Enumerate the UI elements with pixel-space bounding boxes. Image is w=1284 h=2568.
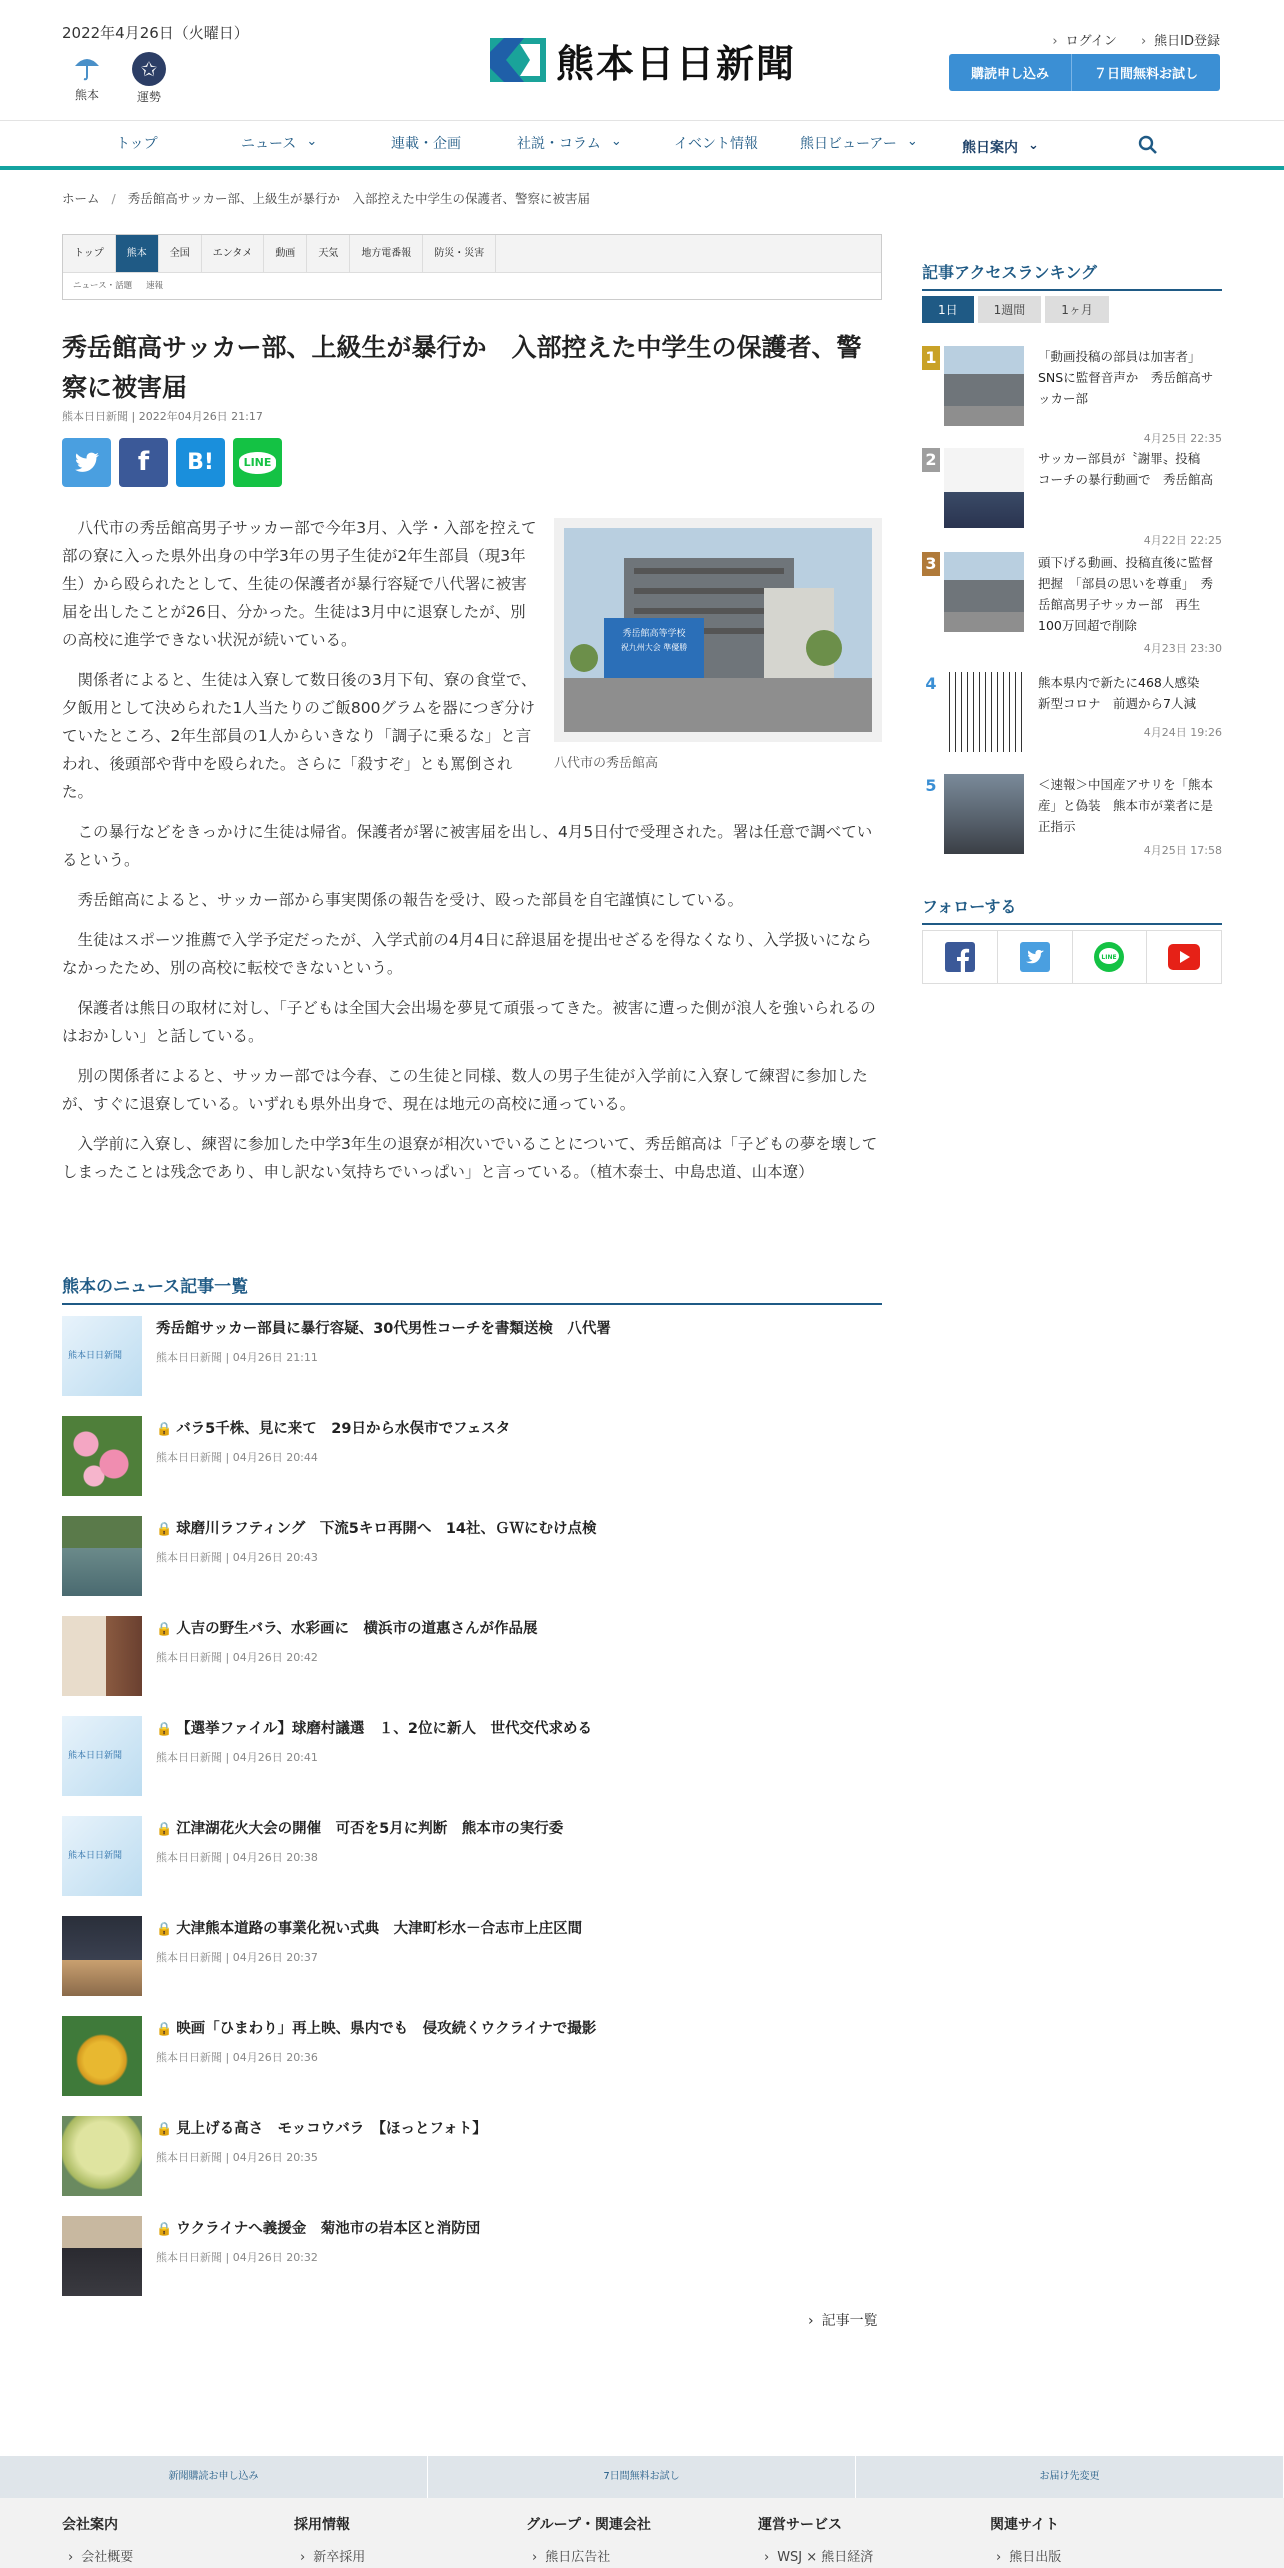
facebook-icon — [945, 942, 975, 972]
category-tab-disaster[interactable]: 防災・災害 — [423, 235, 496, 272]
list-item[interactable] — [62, 2216, 882, 2316]
ranking-date: 4月25日 22:35 — [1143, 432, 1222, 445]
photo-caption: 八代市の秀岳館高 — [554, 756, 659, 771]
footer-address-change-link[interactable]: お届け先変更 — [856, 2456, 1284, 2498]
more-articles-link[interactable]: › 記事一覧 — [808, 2310, 878, 2330]
lock-icon: 🔒 — [156, 2022, 173, 2037]
footer-col-services — [758, 2514, 873, 2565]
rank-number: 3 — [922, 552, 940, 576]
twitter-icon — [74, 452, 100, 474]
ranking-tab-week[interactable]: 1週間 — [978, 296, 1042, 323]
ranking-thumbnail — [944, 552, 1024, 632]
school-photo-image — [564, 528, 872, 732]
rank-number: 5 — [925, 776, 937, 795]
star-icon: ✩ — [132, 52, 166, 86]
subcategory-breaking[interactable]: 速報 — [146, 281, 164, 291]
rank-number: 4 — [925, 674, 937, 693]
article-paragraph: 別の関係者によると、サッカー部では今春、この生徒と同様、数人の男子生徒が入学前に入寮して練習に参加したが、すぐに退寮している。いずれも県外出身で、現在は地元の高校に通っている。 — [62, 1067, 868, 1113]
category-tab-video[interactable]: 動画 — [264, 235, 307, 272]
ranking-thumbnail — [944, 448, 1024, 528]
footer-col-related — [990, 2514, 1061, 2565]
ranking-thumbnail — [944, 774, 1024, 854]
news-title[interactable]: 🔒 映画「ひまわり」再上映、県内でも 侵攻続くウクライナで撮影 — [156, 2019, 596, 2040]
line-share-button[interactable] — [233, 438, 282, 487]
ranking-date: 4月22日 22:25 — [1143, 534, 1222, 547]
news-title[interactable]: 秀岳館サッカー部員に暴行容疑、30代男性コーチを書類送検 八代署 — [156, 1321, 611, 1337]
footer-link[interactable]: › 会社概要 — [68, 2546, 133, 2565]
nav-item-viewer[interactable]: 熊日ビューアー ⌄ — [800, 133, 918, 153]
line-icon — [1093, 941, 1125, 973]
footer-col-title: 関連サイト — [990, 2517, 1060, 2533]
article-body — [62, 514, 882, 1198]
subscribe-button[interactable]: 購読申し込み — [949, 54, 1072, 91]
breadcrumb-home[interactable]: ホーム — [62, 191, 100, 206]
thumbnail-logo-text: 熊本日日新聞 — [68, 1351, 123, 1361]
news-meta: 熊本日日新聞 | 04月26日 20:43 — [156, 1551, 318, 1564]
ranking-date: 4月23日 23:30 — [1143, 642, 1222, 655]
nav-item-about[interactable]: 熊日案内 ⌄ — [962, 137, 1039, 157]
lock-icon: 🔒 — [156, 1622, 173, 1637]
category-tab-local[interactable]: 地方電番報 — [350, 235, 423, 272]
breadcrumb — [62, 189, 590, 207]
lock-icon: 🔒 — [156, 1922, 173, 1937]
footer-col-title: 採用情報 — [294, 2517, 350, 2533]
ranking-tab-day[interactable]: 1日 — [922, 296, 974, 323]
weather-label: 熊本 — [74, 88, 99, 102]
placeholder-thumbnail — [62, 1816, 142, 1896]
line-icon: LINE — [239, 452, 277, 474]
footer-col-company — [62, 2514, 133, 2565]
article-title: 秀岳館高サッカー部、上級生が暴行か 入部控えた中学生の保護者、警察に被害届 — [62, 333, 862, 402]
footer-col-group — [526, 2514, 651, 2565]
news-title[interactable]: 🔒 見上げる高さ モッコウバラ 【ほっとフォト】 — [156, 2119, 487, 2140]
twitter-icon — [1020, 942, 1050, 972]
category-tab-weather[interactable]: 天気 — [307, 235, 350, 272]
list-item[interactable] — [62, 2116, 882, 2216]
footer-link[interactable]: › 熊日広告社 — [532, 2546, 651, 2565]
follow-links — [922, 930, 1222, 984]
category-tab-top[interactable]: トップ — [63, 235, 116, 272]
news-title[interactable]: 🔒 江津湖花火大会の開催 可否を5月に判断 熊本市の実行委 — [156, 1819, 563, 1840]
category-tab-kumamoto[interactable]: 熊本 — [116, 235, 159, 272]
cta-buttons — [949, 54, 1220, 91]
lock-icon: 🔒 — [156, 1722, 173, 1737]
nav-item-events[interactable]: イベント情報 — [674, 136, 758, 152]
login-link[interactable]: › ログイン — [1052, 30, 1117, 49]
article-paragraph: 保護者は熊日の取材に対し、「子どもは全国大会出場を夢見て頑張ってきた。被害に遭った側が浪人を強いられるのはおかしい」と話している。 — [62, 999, 876, 1045]
breadcrumb-current: 秀岳館高サッカー部、上級生が暴行か 入部控えた中学生の保護者、警察に被害届 — [127, 191, 590, 206]
thumbnail-logo-text: 熊本日日新聞 — [68, 1851, 123, 1861]
ranking-date: 4月24日 19:26 — [1143, 726, 1222, 739]
news-meta: 熊本日日新聞 | 04月26日 20:42 — [156, 1651, 318, 1664]
nav-item-editorial[interactable]: 社説・コラム ⌄ — [517, 133, 622, 153]
news-list — [62, 1316, 882, 2316]
search-icon[interactable] — [1137, 134, 1159, 156]
list-item[interactable] — [62, 1316, 882, 1416]
placeholder-thumbnail — [62, 1316, 142, 1396]
list-item[interactable] — [62, 1816, 882, 1916]
photo-sign-text: 秀岳館高等学校 — [622, 629, 686, 639]
ranking-thumbnail — [944, 672, 1024, 752]
youtube-icon — [1168, 944, 1200, 970]
rose-thumbnail — [62, 1416, 142, 1496]
ceremony-thumbnail — [62, 1916, 142, 1996]
rafting-thumbnail — [62, 1516, 142, 1596]
line-follow-button[interactable] — [1073, 931, 1148, 983]
footer-col-recruit — [294, 2514, 365, 2565]
footer-link[interactable]: › 新卒採用 — [300, 2546, 365, 2565]
trial-button[interactable]: ７日間無料お試し — [1072, 54, 1220, 91]
article-paragraph: この暴行などをきっかけに生徒は帰省。保護者が署に被害届を出し、4月5日付で受理された。署は任意で調べているという。 — [62, 823, 873, 869]
footer-col-title: 会社案内 — [62, 2517, 118, 2533]
share-buttons — [62, 438, 282, 487]
nav-item-top[interactable]: トップ — [116, 136, 158, 152]
current-date: 2022年4月26日（火曜日） — [62, 24, 249, 42]
list-item[interactable] — [62, 1916, 882, 2016]
ranking-title: ＜速報＞中国産アサリを「熊本産」と偽装 熊本市が業者に是正指示 — [1038, 777, 1214, 834]
footer-subscribe-link[interactable]: 新聞購読お申し込み — [0, 2456, 428, 2498]
list-item[interactable] — [62, 1716, 882, 1816]
news-title[interactable]: 🔒 ウクライナへ義援金 菊池市の岩本区と消防団 — [156, 2219, 480, 2240]
hatena-share-button[interactable]: B! — [176, 438, 225, 487]
footer-trial-link[interactable]: 7日間無料お試し — [428, 2456, 856, 2498]
donation-thumbnail — [62, 2216, 142, 2296]
category-tabs — [62, 234, 882, 300]
fortune-label: 運勢 — [136, 90, 161, 104]
list-item[interactable] — [62, 2016, 882, 2116]
subcategory-topics[interactable]: ニュース・話題 — [73, 281, 133, 291]
twitter-share-button[interactable] — [62, 438, 111, 487]
news-meta: 熊本日日新聞 | 04月26日 20:36 — [156, 2051, 318, 2064]
rank-number: 1 — [922, 346, 940, 370]
category-tab-entertainment[interactable]: エンタメ — [202, 235, 265, 272]
nav-item-news[interactable]: ニュース ⌄ — [241, 133, 317, 153]
site-logo[interactable] — [490, 36, 796, 84]
facebook-follow-button[interactable] — [923, 931, 998, 983]
list-item[interactable] — [62, 1616, 882, 1716]
news-title[interactable]: 🔒 【選挙ファイル】球磨村議選 １、2位に新人 世代交代求める — [156, 1719, 592, 1740]
rank-number: 2 — [922, 448, 940, 472]
photo-sign-text-2: 祝九州大会 準優勝 — [620, 643, 688, 652]
register-link[interactable]: › 熊日ID登録 — [1141, 30, 1220, 49]
facebook-share-button[interactable]: f — [119, 438, 168, 487]
article-paragraph: 秀岳館高によると、サッカー部から事実関係の報告を受け、殴った部員を自宅謹慎にしている。 — [77, 891, 744, 909]
lock-icon: 🔒 — [156, 1522, 173, 1537]
news-list-heading: 熊本のニュース記事一覧 — [62, 1272, 882, 1305]
news-title[interactable]: 🔒 人吉の野生バラ、水彩画に 横浜市の道惠さんが作品展 — [156, 1619, 538, 1640]
follow-heading: フォローする — [922, 894, 1222, 925]
logo-text: 熊本日日新聞 — [556, 40, 797, 86]
category-tab-national[interactable]: 全国 — [159, 235, 202, 272]
footer-cta-bar — [0, 2456, 1284, 2498]
news-meta: 熊本日日新聞 | 04月26日 20:38 — [156, 1851, 318, 1864]
main-nav — [0, 120, 1284, 170]
flower-tree-thumbnail — [62, 2116, 142, 2196]
ranking-tab-month[interactable]: 1ヶ月 — [1045, 296, 1109, 323]
news-title[interactable]: 🔒 大津熊本道路の事業化祝い式典 大津町杉水－合志市上庄区間 — [156, 1919, 582, 1940]
nav-item-series[interactable]: 連載・企画 — [391, 136, 461, 152]
school-photo[interactable] — [554, 518, 882, 742]
news-meta: 熊本日日新聞 | 04月26日 20:35 — [156, 2151, 318, 2164]
article-paragraph: 入学前に入寮し、練習に参加した中学3年生の退寮が相次いでいることについて、秀岳館高は「子どもの夢を壊してしまったことは残念であり、申し訳ない気持ちでいっぱい」と言っている。（植木泰士、中島忠道、山本遼） — [62, 1135, 878, 1181]
ranking-thumbnail — [944, 346, 1024, 426]
footer-link[interactable]: › 熊日出版 — [996, 2546, 1061, 2565]
ranking-tabs — [922, 296, 1109, 323]
news-title[interactable]: 🔒 球磨川ラフティング 下流5キロ再開へ 14社、ＧＷにむけ点検 — [156, 1519, 597, 1540]
ranking-heading: 記事アクセスランキング — [922, 260, 1222, 291]
thumbnail-logo-text: 熊本日日新聞 — [68, 1751, 123, 1761]
ranking-title: 頭下げる動画、投稿直後に監督把握 「部員の思いを尊重」 秀岳館高男子サッカー部 再生100万回超で削除 — [1038, 555, 1214, 633]
weather-link[interactable] — [72, 52, 102, 103]
list-item[interactable] — [62, 1416, 882, 1516]
fortune-link[interactable] — [132, 52, 166, 105]
lock-icon: 🔒 — [156, 1422, 173, 1437]
news-meta: 熊本日日新聞 | 04月26日 20:44 — [156, 1451, 318, 1464]
painting-thumbnail — [62, 1616, 142, 1696]
news-meta: 熊本日日新聞 | 04月26日 21:11 — [156, 1351, 318, 1364]
ranking-date: 4月25日 17:58 — [1143, 844, 1222, 857]
article-paragraph: 八代市の秀岳館高男子サッカー部で今年3月、入学・入部を控えて部の寮に入った県外出身の中学3年の男子生徒が2年生部員（現3年生）から殴られたとして、生徒の保護者が暴行容疑で八代署に被害届を出したことが26日、分かった。生徒は3月中に退寮したが、別の高校に進学できない状況が続いている。 — [62, 519, 537, 649]
article-paragraph: 生徒はスポーツ推薦で入学予定だったが、入学式前の4月4日に辞退届を提出せざるを得なくなり、入学扱いにならなかったため、別の高校に転校できないという。 — [62, 931, 872, 977]
lock-icon: 🔒 — [156, 2222, 173, 2237]
news-meta: 熊本日日新聞 | 04月26日 20:32 — [156, 2251, 318, 2264]
article-figure — [554, 518, 882, 778]
lock-icon: 🔒 — [156, 2122, 173, 2137]
news-meta: 熊本日日新聞 | 04月26日 20:41 — [156, 1751, 318, 1764]
sunflower-thumbnail — [62, 2016, 142, 2096]
news-title[interactable]: 🔒 バラ5千株、見に来て 29日から水俣市でフェスタ — [156, 1419, 510, 1440]
footer-col-title: 運営サービス — [758, 2517, 842, 2533]
article-meta: 熊本日日新聞 | 2022年04月26日 21:17 — [62, 410, 263, 423]
twitter-follow-button[interactable] — [998, 931, 1073, 983]
umbrella-icon — [72, 52, 102, 82]
footer-col-title: グループ・関連会社 — [526, 2517, 651, 2533]
ranking-title: 熊本県内で新たに468人感染 新型コロナ 前週から7人減 — [1038, 675, 1212, 711]
logo-mark-icon — [490, 38, 546, 82]
youtube-follow-button[interactable] — [1147, 931, 1221, 983]
footer-link[interactable]: › WSJ × 熊日経済 — [764, 2546, 873, 2565]
site-header — [0, 0, 1284, 120]
news-meta: 熊本日日新聞 | 04月26日 20:37 — [156, 1951, 318, 1964]
account-links — [1052, 30, 1220, 49]
breadcrumb-separator: / — [111, 191, 116, 206]
article-paragraph: 関係者によると、生徒は入寮して数日後の3月下旬、寮の食堂で、夕飯用として決められた1人当たりのご飯800グラムを器につぎ分けていたところ、2年生部員の1人からいきなり「調子に乗るな」と言われ、後頭部や背中を殴られた。さらに「殺すぞ」とも罵倒された。 — [62, 671, 537, 801]
placeholder-thumbnail — [62, 1716, 142, 1796]
list-item[interactable] — [62, 1516, 882, 1616]
lock-icon: 🔒 — [156, 1822, 173, 1837]
site-footer — [0, 2498, 1284, 2568]
svg-text:LINE: LINE — [1101, 954, 1117, 961]
ranking-title: 「動画投稿の部員は加害者」 SNSに監督音声か 秀岳館高サッカー部 — [1038, 349, 1214, 406]
ranking-title: サッカー部員が〝謝罪〟投稿 コーチの暴行動画で 秀岳館高 — [1038, 451, 1214, 487]
